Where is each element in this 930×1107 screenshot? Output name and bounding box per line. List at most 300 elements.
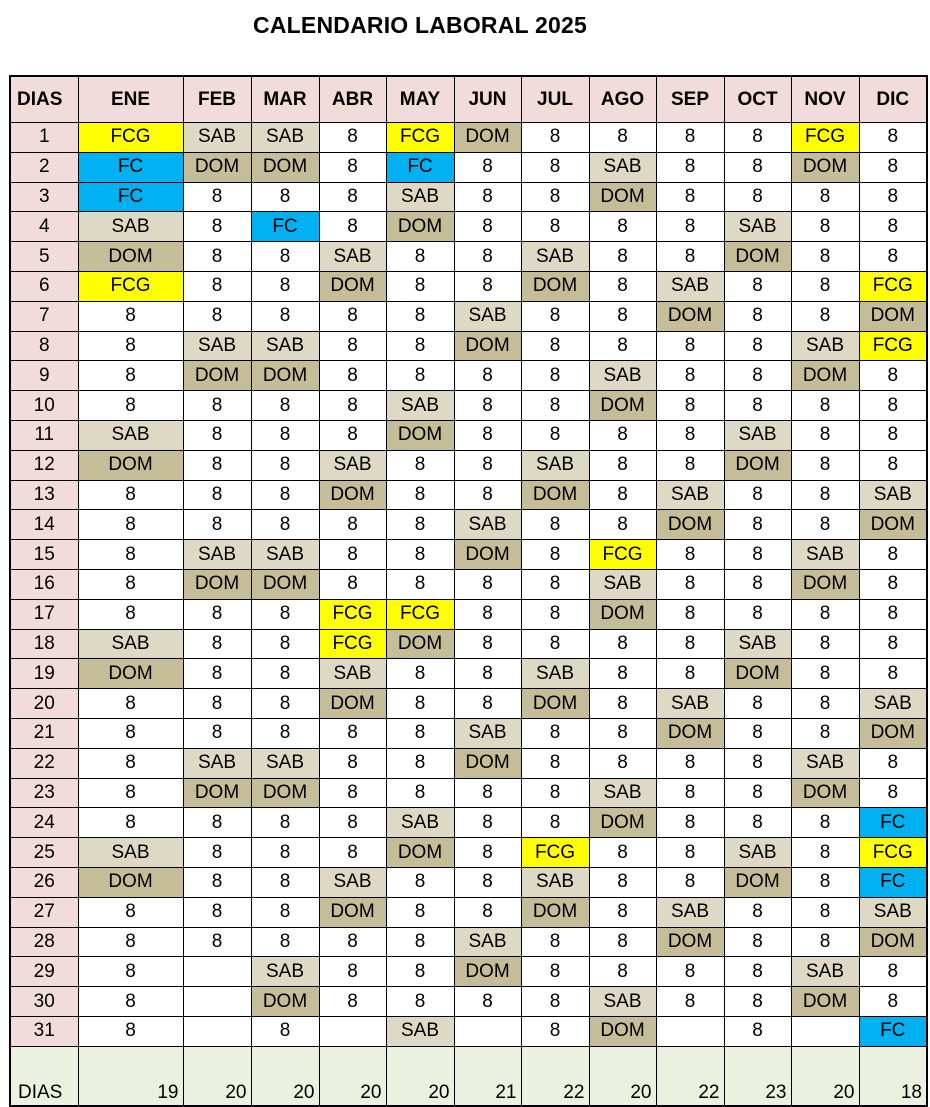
day-cell: DOM [724,450,791,480]
day-cell: 8 [319,778,386,808]
day-cell: DOM [791,778,859,808]
day-cell: 8 [319,927,386,957]
day-cell: 8 [454,271,521,301]
day-cell: DOM [251,987,319,1017]
month-header: AGO [589,76,656,123]
day-cell: DOM [589,182,656,212]
table-row [10,152,927,182]
day-cell: 8 [386,361,454,391]
month-header: NOV [791,76,859,123]
day-cell: 8 [319,808,386,838]
day-cell: 8 [656,838,724,868]
day-cell: 8 [319,391,386,421]
day-cell: 8 [183,242,251,272]
day-cell: DOM [319,271,386,301]
day-cell: 8 [521,748,589,778]
day-cell: DOM [589,808,656,838]
day-cell: 8 [251,897,319,927]
day-cell: DOM [589,599,656,629]
day-cell: 8 [791,867,859,897]
day-cell: 8 [589,867,656,897]
day-cell: 8 [251,420,319,450]
day-cell: 8 [521,182,589,212]
day-cell: 8 [386,659,454,689]
day-cell: DOM [724,242,791,272]
day-cell: SAB [589,361,656,391]
day-cell: 8 [183,391,251,421]
day-cell: SAB [521,867,589,897]
day-cell: 8 [521,629,589,659]
day-cell: 8 [521,927,589,957]
day-cell: SAB [791,957,859,987]
day-cell: 8 [386,510,454,540]
calendar-body [10,123,927,1106]
day-cell: SAB [386,391,454,421]
day-cell: DOM [859,301,927,331]
day-cell: DOM [183,569,251,599]
totals-label: DIAS [10,1046,78,1106]
day-cell: FCG [859,271,927,301]
day-cell: 8 [656,152,724,182]
day-cell: 8 [386,748,454,778]
day-cell: 8 [656,391,724,421]
day-number-cell: 7 [10,301,78,331]
day-cell: 8 [319,957,386,987]
day-cell: 8 [656,361,724,391]
day-cell: 8 [386,301,454,331]
day-cell: 8 [656,450,724,480]
day-number-cell: 17 [10,599,78,629]
day-cell: DOM [589,1016,656,1046]
day-cell: DOM [521,271,589,301]
day-cell: 8 [386,331,454,361]
day-number-cell: 2 [10,152,78,182]
day-cell: 8 [319,182,386,212]
day-cell: DOM [791,152,859,182]
day-cell: 8 [183,450,251,480]
table-row [10,987,927,1017]
day-cell: 8 [724,510,791,540]
day-cell: 8 [791,480,859,510]
month-total-cell: 20 [589,1046,656,1106]
day-number-cell: 29 [10,957,78,987]
day-cell: 8 [521,1016,589,1046]
day-cell: 8 [791,659,859,689]
day-cell: 8 [521,420,589,450]
day-cell: 8 [454,808,521,838]
day-cell: 8 [78,569,183,599]
day-cell: 8 [454,689,521,719]
day-cell: 8 [521,599,589,629]
day-cell: DOM [724,659,791,689]
month-header: ABR [319,76,386,123]
day-cell: 8 [454,182,521,212]
day-cell [656,1016,724,1046]
table-row [10,182,927,212]
day-cell: DOM [521,689,589,719]
day-cell: SAB [724,838,791,868]
day-cell: SAB [859,897,927,927]
day-cell: 8 [521,212,589,242]
day-cell: 8 [183,838,251,868]
day-cell: 8 [183,510,251,540]
day-cell: 8 [251,659,319,689]
day-cell: 8 [521,123,589,153]
day-cell: 8 [791,391,859,421]
day-cell: SAB [589,778,656,808]
day-cell: 8 [78,361,183,391]
day-cell: SAB [791,331,859,361]
day-cell: 8 [791,212,859,242]
month-header: ENE [78,76,183,123]
day-cell: DOM [791,569,859,599]
day-cell: DOM [319,480,386,510]
day-cell: FCG [78,123,183,153]
day-cell: 8 [791,420,859,450]
table-row [10,480,927,510]
day-cell: 8 [454,599,521,629]
table-row [10,897,927,927]
day-cell: 8 [78,778,183,808]
day-number-cell: 14 [10,510,78,540]
day-cell: 8 [724,718,791,748]
day-cell: 8 [386,689,454,719]
day-number-cell: 10 [10,391,78,421]
day-cell: SAB [859,480,927,510]
day-cell: 8 [724,778,791,808]
day-cell: 8 [589,331,656,361]
day-cell: 8 [251,629,319,659]
day-cell: 8 [656,808,724,838]
table-row [10,867,927,897]
day-cell: 8 [521,540,589,570]
day-cell: 8 [589,927,656,957]
day-cell: 8 [589,629,656,659]
day-cell: DOM [656,301,724,331]
day-cell: 8 [859,540,927,570]
day-cell: 8 [791,450,859,480]
day-cell: DOM [656,510,724,540]
day-cell: 8 [386,718,454,748]
day-cell [183,987,251,1017]
table-row [10,629,927,659]
day-cell: 8 [656,748,724,778]
day-cell: DOM [183,778,251,808]
day-cell: DOM [386,212,454,242]
day-cell: 8 [78,540,183,570]
table-row [10,450,927,480]
month-total-cell: 22 [521,1046,589,1106]
table-row [10,123,927,153]
day-number-cell: 24 [10,808,78,838]
day-number-cell: 28 [10,927,78,957]
day-cell: 8 [724,1016,791,1046]
day-cell: 8 [319,212,386,242]
day-cell: DOM [656,927,724,957]
day-cell: 8 [454,569,521,599]
day-cell: 8 [724,599,791,629]
day-cell: 8 [724,748,791,778]
month-header: FEB [183,76,251,123]
day-cell: 8 [656,778,724,808]
day-cell: 8 [78,391,183,421]
table-row [10,599,927,629]
day-cell: 8 [521,361,589,391]
day-cell: SAB [386,1016,454,1046]
day-cell: FC [78,152,183,182]
day-cell: 8 [251,867,319,897]
day-cell: 8 [656,867,724,897]
day-cell: SAB [386,182,454,212]
day-cell: DOM [589,391,656,421]
day-cell: 8 [656,420,724,450]
header-row [10,76,927,123]
day-number-cell: 30 [10,987,78,1017]
month-header: MAY [386,76,454,123]
table-row [10,569,927,599]
day-cell: 8 [386,897,454,927]
day-cell: 8 [454,420,521,450]
day-cell: DOM [251,569,319,599]
day-cell: SAB [183,540,251,570]
day-cell: 8 [521,152,589,182]
day-cell: 8 [183,689,251,719]
day-cell: 8 [386,450,454,480]
day-cell: SAB [251,123,319,153]
day-cell: 8 [859,420,927,450]
day-cell: 8 [521,510,589,540]
day-cell: 8 [724,540,791,570]
day-cell: 8 [859,123,927,153]
day-cell: FCG [319,599,386,629]
day-cell: DOM [319,689,386,719]
day-cell: SAB [656,271,724,301]
month-header: OCT [724,76,791,123]
day-cell: 8 [791,718,859,748]
day-cell: SAB [656,689,724,719]
day-cell: SAB [724,629,791,659]
day-number-cell: 5 [10,242,78,272]
day-cell: 8 [386,271,454,301]
day-cell: 8 [386,540,454,570]
day-cell: 8 [78,897,183,927]
day-number-cell: 6 [10,271,78,301]
day-cell: 8 [589,897,656,927]
day-cell: FC [859,808,927,838]
day-cell: 8 [183,271,251,301]
day-cell: 8 [589,480,656,510]
day-cell: 8 [589,212,656,242]
day-cell: 8 [251,808,319,838]
day-number-cell: 1 [10,123,78,153]
table-row [10,301,927,331]
day-cell: 8 [78,480,183,510]
day-number-cell: 16 [10,569,78,599]
day-cell: 8 [454,659,521,689]
day-cell: 8 [454,480,521,510]
day-cell: 8 [724,391,791,421]
day-cell: DOM [78,450,183,480]
month-total-cell: 21 [454,1046,521,1106]
day-cell: DOM [859,718,927,748]
day-cell: SAB [319,867,386,897]
day-cell: 8 [791,510,859,540]
day-number-cell: 8 [10,331,78,361]
day-number-cell: 21 [10,718,78,748]
day-cell: 8 [521,718,589,748]
day-cell: 8 [454,361,521,391]
day-cell: 8 [78,689,183,719]
day-cell: 8 [386,480,454,510]
work-calendar-table [9,75,928,1107]
day-cell: SAB [78,629,183,659]
day-cell: 8 [656,569,724,599]
day-cell: 8 [521,331,589,361]
day-cell: 8 [521,301,589,331]
day-cell: DOM [656,718,724,748]
day-cell: 8 [589,689,656,719]
day-cell: 8 [589,271,656,301]
day-cell: 8 [454,391,521,421]
day-cell: 8 [386,569,454,599]
day-cell: DOM [386,629,454,659]
day-cell: 8 [386,957,454,987]
day-cell: 8 [791,838,859,868]
day-cell: 8 [791,808,859,838]
day-cell: 8 [251,391,319,421]
day-cell: 8 [183,420,251,450]
month-total-cell: 20 [183,1046,251,1106]
day-cell: SAB [589,569,656,599]
day-number-cell: 25 [10,838,78,868]
day-cell: 8 [251,182,319,212]
day-cell: 8 [724,927,791,957]
day-cell: 8 [386,987,454,1017]
day-cell: 8 [183,599,251,629]
day-cell: 8 [589,510,656,540]
day-number-cell: 9 [10,361,78,391]
day-number-cell: 22 [10,748,78,778]
day-cell: 8 [589,301,656,331]
day-cell: 8 [183,927,251,957]
day-cell: 8 [521,808,589,838]
table-row [10,689,927,719]
day-number-cell: 12 [10,450,78,480]
table-row [10,927,927,957]
day-cell: FC [859,867,927,897]
day-cell: 8 [724,152,791,182]
day-cell: 8 [183,301,251,331]
day-cell: 8 [791,242,859,272]
day-cell: SAB [791,540,859,570]
day-cell: 8 [78,748,183,778]
day-cell: SAB [319,242,386,272]
day-cell [183,957,251,987]
day-cell: 8 [724,123,791,153]
day-cell: DOM [183,361,251,391]
day-cell: 8 [251,838,319,868]
day-cell: SAB [251,957,319,987]
month-header: JUN [454,76,521,123]
day-cell: SAB [791,748,859,778]
day-number-cell: 13 [10,480,78,510]
day-cell: 8 [724,569,791,599]
day-cell: 8 [183,182,251,212]
day-cell: 8 [859,152,927,182]
month-header: JUL [521,76,589,123]
day-cell: 8 [859,957,927,987]
day-cell: 8 [521,778,589,808]
day-cell: SAB [78,420,183,450]
day-cell: DOM [251,778,319,808]
day-cell: 8 [183,629,251,659]
day-cell: 8 [78,1016,183,1046]
day-cell: 8 [791,689,859,719]
day-cell: 8 [656,123,724,153]
day-cell: SAB [454,718,521,748]
day-cell: 8 [319,361,386,391]
day-cell: DOM [724,867,791,897]
day-cell: DOM [454,957,521,987]
day-cell: 8 [78,927,183,957]
day-cell: SAB [183,748,251,778]
day-cell: 8 [386,778,454,808]
day-cell: 8 [251,301,319,331]
day-cell: 8 [386,242,454,272]
day-cell: 8 [859,182,927,212]
day-cell: 8 [251,271,319,301]
table-row [10,838,927,868]
day-cell: 8 [589,450,656,480]
day-cell: FC [859,1016,927,1046]
day-cell: 8 [724,182,791,212]
table-row [10,331,927,361]
day-cell: 8 [319,718,386,748]
day-cell: 8 [319,838,386,868]
day-cell: 8 [521,987,589,1017]
day-cell: 8 [859,987,927,1017]
day-cell: 8 [859,361,927,391]
day-cell: SAB [521,659,589,689]
day-cell: 8 [78,301,183,331]
day-cell: SAB [386,808,454,838]
day-cell: SAB [251,540,319,570]
day-cell: DOM [78,242,183,272]
day-cell: 8 [78,331,183,361]
day-cell: SAB [656,897,724,927]
day-cell: 8 [78,599,183,629]
day-cell: 8 [78,718,183,748]
day-cell: 8 [859,569,927,599]
day-cell: SAB [724,420,791,450]
day-cell: 8 [656,182,724,212]
day-cell: 8 [724,361,791,391]
day-cell [319,1016,386,1046]
day-cell: 8 [251,510,319,540]
day-cell: 8 [656,659,724,689]
day-cell: 8 [78,987,183,1017]
day-cell: SAB [251,331,319,361]
day-cell: 8 [251,1016,319,1046]
month-total-cell: 20 [791,1046,859,1106]
day-cell: 8 [319,987,386,1017]
day-cell: 8 [724,808,791,838]
day-cell: DOM [78,659,183,689]
table-row [10,808,927,838]
day-cell: 8 [386,867,454,897]
day-cell [183,1016,251,1046]
day-cell: SAB [454,510,521,540]
